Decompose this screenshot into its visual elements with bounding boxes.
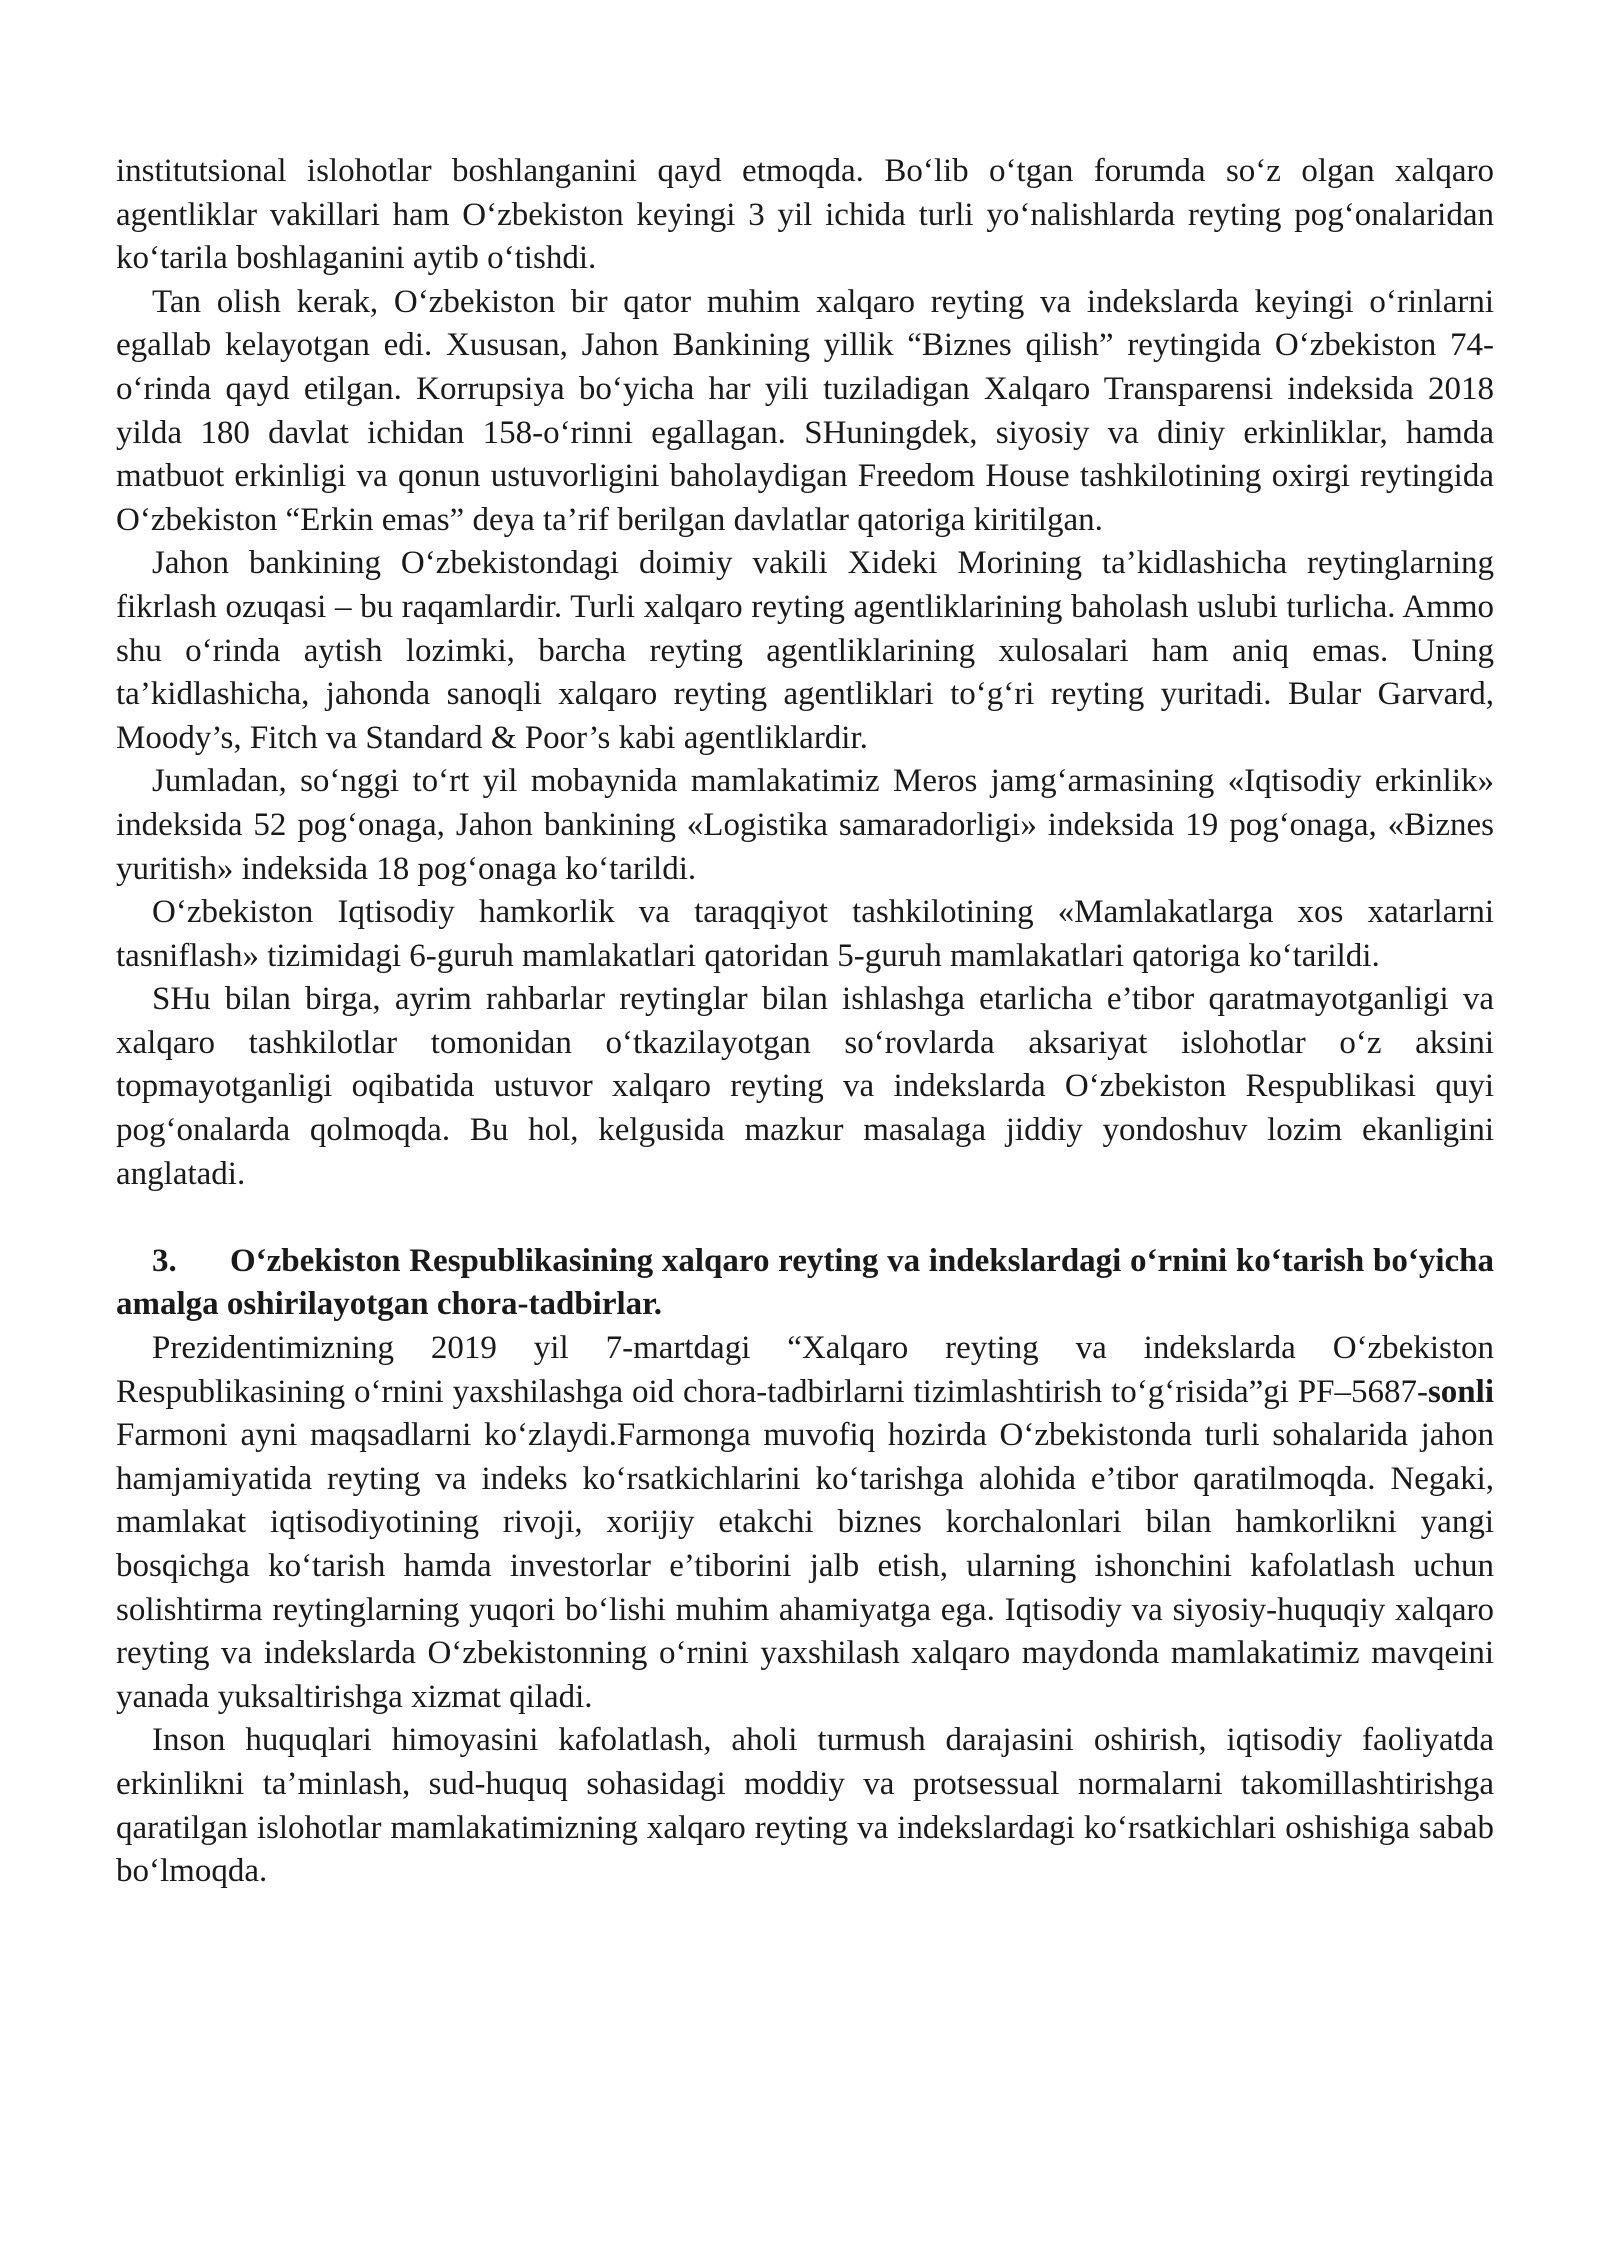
decree-text-end: Farmoni ayni maqsadlarni ko‘zlaydi.Farmonga muvofiq hozirda O‘zbekistonda turli sohalarida jahon hamjamiyatida reyting va indeks ko‘rsatkichlarini ko‘tarishga alohida e’tibor qaratilmoqda. Negaki, mamlakat iqtisodiyotining rivoji, xorijiy etakchi biznes korchalonlari bilan hamkorlikni yangi bosqichga ko‘tarish hamda investorlar e’tiborini jalb etish, ularning ishonchini kafolatlash uchun solishtirma reytinglarning yuqori bo‘lishi muhim ahamiyatga ega. Iqtisodiy va siyosiy-huquqiy xalqaro reyting va indekslarda O‘zbekistonning o‘rnini yaxshilash xalqaro maydonda mamlakatimiz mavqeini yanada yuksaltirishga xizmat qiladi. [116, 1417, 1494, 1715]
paragraph-issues: SHu bilan birga, ayrim rahbarlar reytinglar bilan ishlashga etarlicha e’tibor qaratmayotganligi va xalqaro tashkilotlar tomonidan o‘tkazilayotgan so‘rovlarda aksariyat islohotlar o‘z aksini topmayotganligi oqibatida ustuvor xalqaro reyting va indekslarda O‘zbekiston Respublikasi quyi pog‘onalarda qolmoqda. Bu hol, kelgusida mazkur masalaga jiddiy yondoshuv lozim ekanligini anglatadi. [116, 981, 1494, 1192]
paragraph-rankings: Tan olish kerak, O‘zbekiston bir qator muhim xalqaro reyting va indekslarda keyingi o‘rinlarni egallab kelayotgan edi. Xususan, Jahon Bankining yillik “Biznes qilish” reytingida O‘zbekiston 74-o‘rinda qayd etilgan. Korrupsiya bo‘yicha har yili tuziladigan Xalqaro Transparensi indeksida 2018 yilda 180 davlat ichidan 158-o‘rinni egallagan. SHuningdek, siyosiy va diniy erkinliklar, hamda matbuot erkinligi va qonun ustuvorligini baholaydigan Freedom House tashkilotining oxirgi reytingida O‘zbekiston “Erkin emas” deya ta’rif berilgan davlatlar qatoriga kiritilgan. [116, 283, 1494, 538]
paragraph-oecd: O‘zbekiston Iqtisodiy hamkorlik va taraqqiyot tashkilotining «Mamlakatlarga xos xatarlarni tasniflash» tizimidagi 6-guruh mamlakatlari qatoridan 5-guruh mamlakatlari qatoriga ko‘tarildi. [116, 894, 1494, 974]
section-title: O‘zbekiston Respublikasining xalqaro reyting va indekslardagi o‘rnini ko‘tarish bo‘yicha amalga oshirilayotgan chora-tadbirlar. [116, 1242, 1494, 1323]
paragraph-final: Inson huquqlari himoyasini kafolatlash, aholi turmush darajasini oshirish, iqtisodiy faoliyatda erkinlikni ta’minlash, sud-huquq sohasidagi moddiy va protsessual normalarni takomillashtirishga qaratilgan islohotlar mamlakatimizning xalqaro reyting va indekslardagi ko‘rsatkichlari oshishiga sabab bo‘lmoqda. [116, 1722, 1494, 1890]
decree-text-start: Prezidentimizning 2019 yil 7-martdagi “Xalqaro reyting va indekslarda O‘zbekiston Respublikasining o‘rnini yaxshilashga oid chora-tadbirlarni tizimlashtirish to‘g‘risida”gi PF–5687- [116, 1330, 1494, 1410]
document-page [116, 150, 1494, 1894]
paragraph-decree [116, 1327, 1494, 1719]
section-number: 3. [152, 1242, 177, 1279]
paragraph-world-bank: Jahon bankining O‘zbekistondagi doimiy vakili Xideki Morining ta’kidlashicha reytinglarning fikrlash ozuqasi – bu raqamlardir. Turli xalqaro reyting agentliklarining baholash uslubi turlicha. Ammo shu o‘rinda aytish lozimki, barcha reyting agentliklarining xulosalari ham aniq emas. Uning ta’kidlashicha, jahonda sanoqli xalqaro reyting agentliklari to‘g‘ri reyting yuritadi. Bular Garvard, Moody’s, Fitch va Standard & Poor’s kabi agentliklardir. [116, 545, 1494, 756]
section-heading [116, 1240, 1494, 1327]
paragraph-continuation: institutsional islohotlar boshlanganini qayd etmoqda. Bo‘lib o‘tgan forumda so‘z olgan xalqaro agentliklar vakillari ham O‘zbekiston keyingi 3 yil ichida turli yo‘nalishlarda reyting pog‘onalaridan ko‘tarila boshlaganini aytib o‘tishdi. [116, 153, 1494, 277]
decree-bold-word: sonli [1427, 1373, 1494, 1410]
paragraph-progress: Jumladan, so‘nggi to‘rt yil mobaynida mamlakatimiz Meros jamg‘armasining «Iqtisodiy erkinlik» indeksida 52 pog‘onaga, Jahon bankining «Logistika samaradorligi» indeksida 19 pog‘onaga, «Biznes yuritish» indeksida 18 pog‘onaga ko‘tarildi. [116, 763, 1494, 887]
